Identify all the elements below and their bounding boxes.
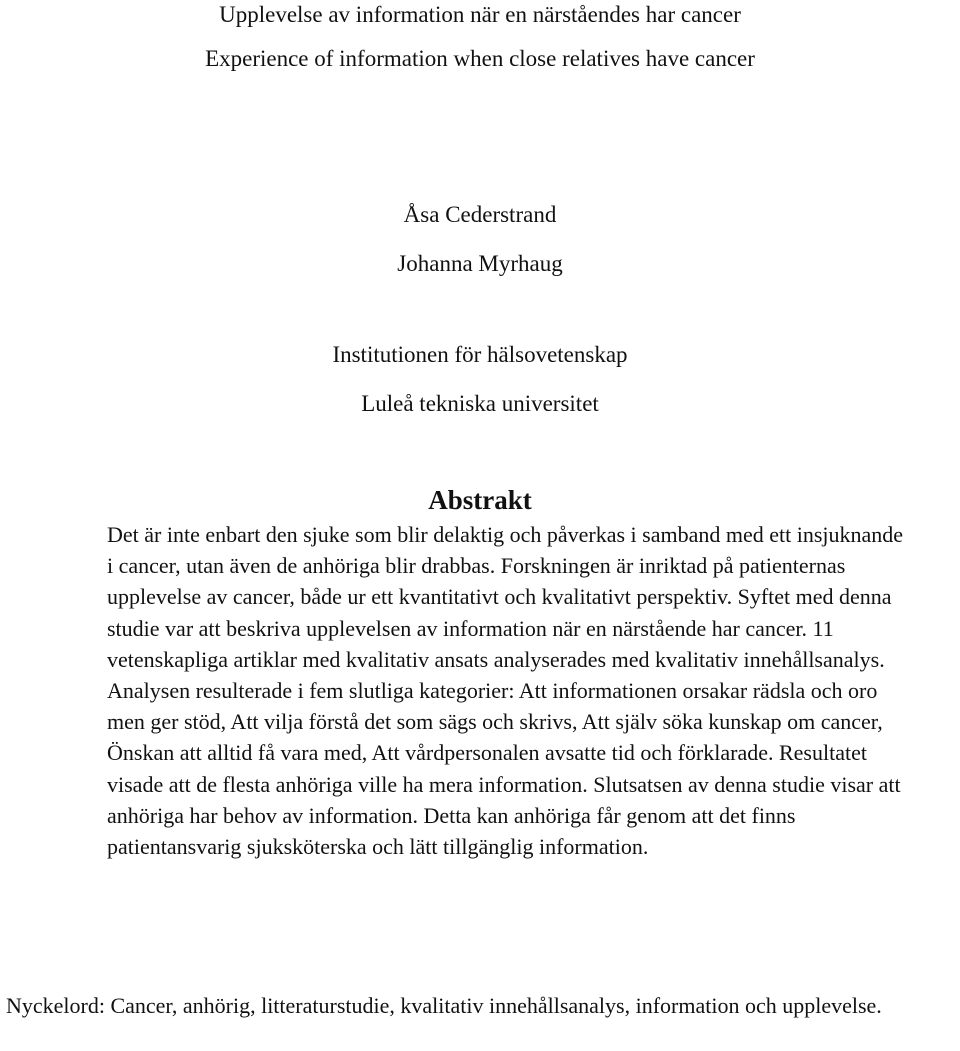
university-name: Luleå tekniska universitet (361, 391, 599, 416)
institution-name: Institutionen för hälsovetenskap (332, 342, 628, 367)
abstract-heading: Abstrakt (428, 485, 532, 515)
keywords-paragraph: Nyckelord: Cancer, anhörig, litteraturstudie, kvalitativ innehållsanalys, information och upplevelse. (6, 993, 882, 1018)
abstract-paragraph: Det är inte enbart den sjuke som blir delaktig och påverkas i samband med ett insjuknande i cancer, utan även de anhöriga blir drabbas. Forskningen är inriktad på patienternas upplevelse av cancer, både ur ett kvantitativt och kvalitativt perspektiv. Syftet med denna studie var att beskriva upplevelsen av information när en närstående har cancer. 11 vetenskapliga artiklar med kvalitativ ansats analyserades med kvalitativ innehållsanalys. Analysen resulterade i fem slutliga kategorier: Att informationen orsakar rädsla och oro men ger stöd, Att vilja förstå det som sägs och skrivs, Att själv söka kunskap om cancer, Önskan att alltid få vara med, Att vårdpersonalen avsatte tid och förklarade. Resultatet visade att de flesta anhöriga ville ha mera information. Slutsatsen av denna studie visar att anhöriga har behov av information. Detta kan anhöriga får genom att det finns patientansvarig sjuksköterska och lätt tillgänglig information. (107, 522, 904, 860)
title-swedish: Upplevelse av information när en närståendes har cancer (219, 2, 741, 27)
author-name: Johanna Myrhaug (397, 251, 563, 276)
author-name: Åsa Cederstrand (403, 202, 557, 227)
title-english: Experience of information when close relatives have cancer (205, 46, 755, 71)
